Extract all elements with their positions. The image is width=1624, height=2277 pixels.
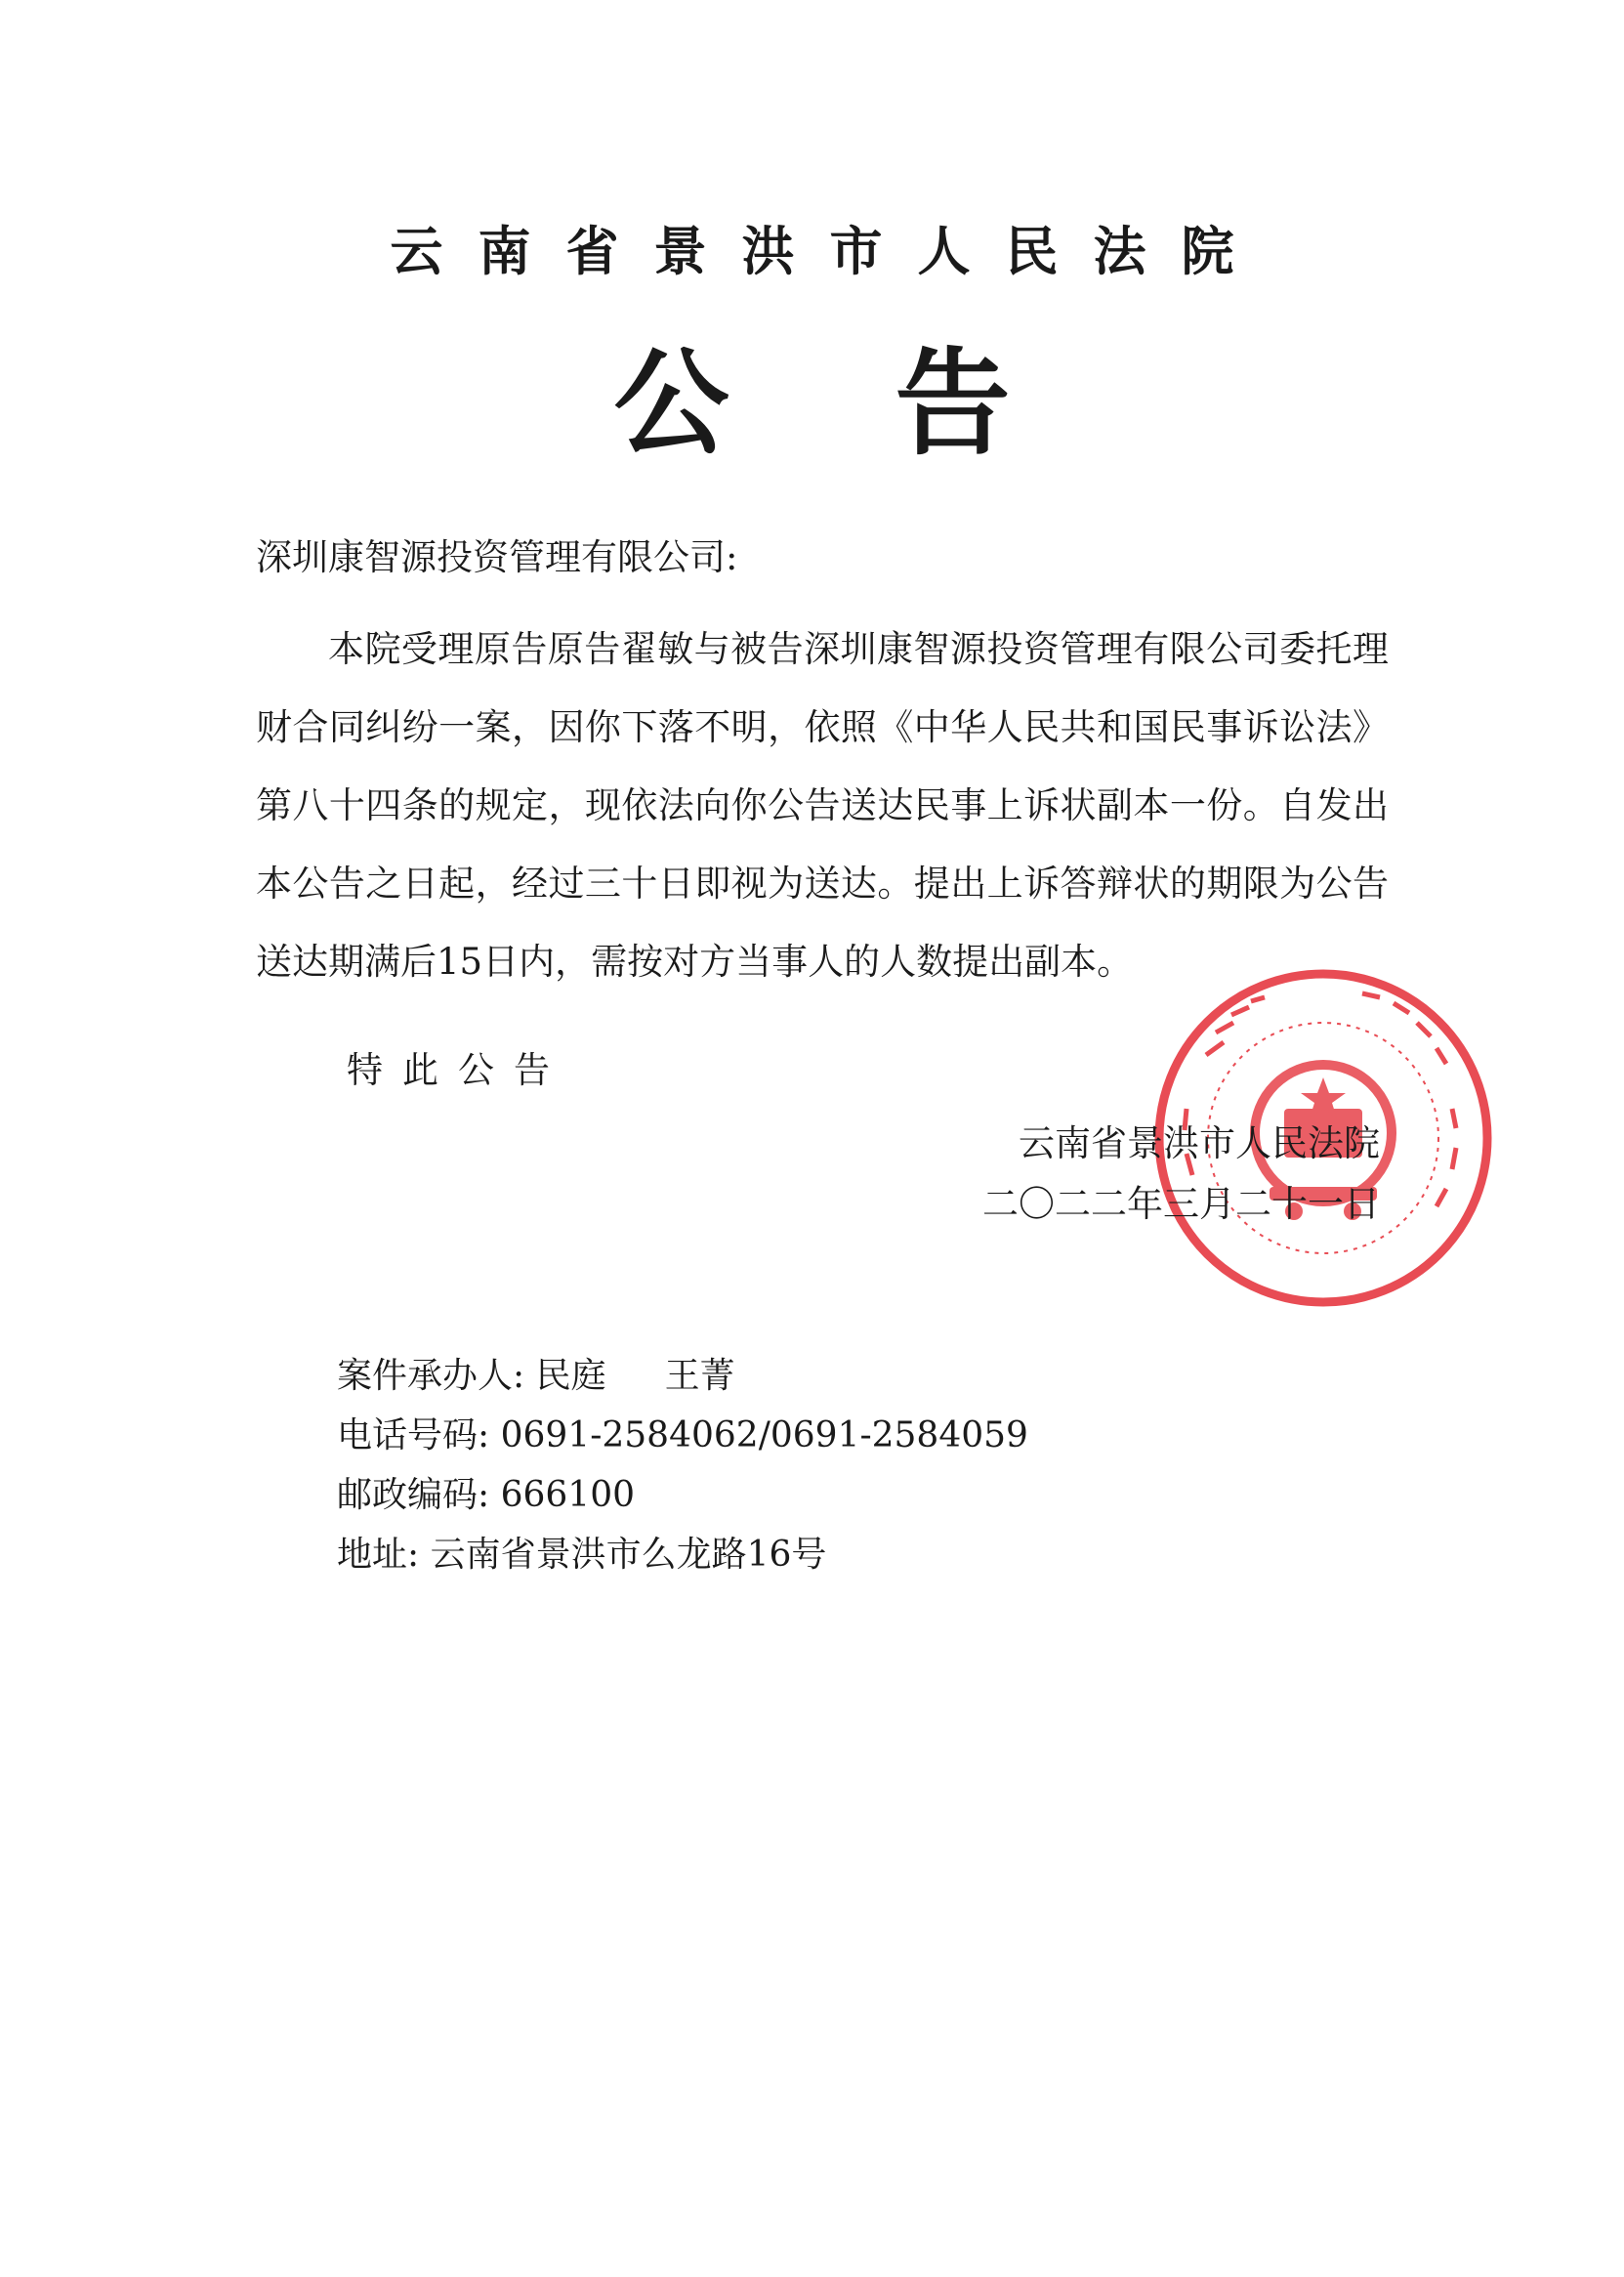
phone-row	[337, 1406, 1028, 1465]
signature-block	[982, 1114, 1380, 1235]
phone-label: 电话号码:	[337, 1415, 490, 1455]
address-label: 地址:	[337, 1535, 420, 1575]
notice-title: 公告	[613, 335, 1177, 471]
closing-phrase: 特此公告	[347, 1049, 569, 1091]
postcode-label: 邮政编码:	[337, 1475, 490, 1515]
address-value: 云南省景洪市么龙路16号	[430, 1535, 827, 1575]
handler-dept: 民庭	[535, 1356, 606, 1396]
phone-value: 0691-2584062/0691-2584059	[500, 1415, 1028, 1455]
addressee: 深圳康智源投资管理有限公司:	[256, 536, 738, 578]
notice-body: 本院受理原告原告翟敏与被告深圳康智源投资管理有限公司委托理财合同纠纷一案，因你下落不明，依照《中华人民共和国民事诉讼法》第八十四条的规定，现依法向你公告送达民事上诉状副本一份。自发出本公告之日起，经过三十日即视为送达。提出上诉答辩状的期限为公告送达期满后15日内，需按对方当事人的人数提出副本。	[256, 628, 1389, 983]
signature-court: 云南省景洪市人民法院	[1019, 1122, 1380, 1164]
handler-row	[337, 1346, 1028, 1406]
signature-date: 二〇二二年三月二十一日	[982, 1183, 1380, 1225]
contact-info	[337, 1346, 1028, 1584]
court-title: 云南省景洪市人民法院	[390, 220, 1270, 282]
handler-label: 案件承办人:	[337, 1356, 525, 1396]
postcode-row	[337, 1465, 1028, 1525]
address-row	[337, 1525, 1028, 1584]
postcode-value: 666100	[500, 1475, 636, 1515]
handler-name: 王菁	[664, 1356, 735, 1396]
